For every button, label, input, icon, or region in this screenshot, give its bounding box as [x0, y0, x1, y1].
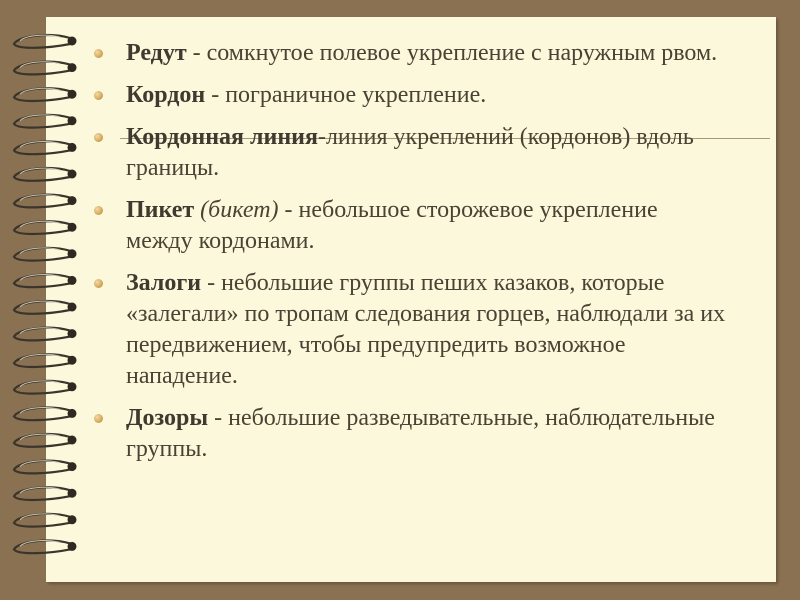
- spiral-binding-icon: [0, 0, 90, 600]
- binding-hole: [68, 436, 77, 445]
- binding-hole: [68, 116, 77, 125]
- binding-hole: [68, 329, 77, 338]
- list-item: [90, 268, 730, 392]
- spiral-ring: [14, 487, 70, 500]
- binding-hole: [68, 143, 77, 152]
- spiral-ring: [14, 434, 70, 447]
- binding-hole: [68, 37, 77, 46]
- spiral-ring: [14, 461, 70, 474]
- list-item: [90, 403, 730, 465]
- definition: -линия укреплений (кордонов) вдоль границы.: [126, 124, 694, 181]
- binding-hole: [68, 515, 77, 524]
- term: Редут: [126, 40, 187, 66]
- list-item: [90, 38, 730, 69]
- definition: - небольшие разведывательные, наблюдательные группы.: [126, 405, 715, 462]
- list-item: [90, 195, 730, 257]
- spiral-ring: [14, 328, 70, 341]
- binding-hole: [68, 63, 77, 72]
- spiral-ring: [14, 248, 70, 261]
- definition: - пограничное укрепление.: [205, 82, 487, 108]
- bullet-dot-icon: [94, 279, 103, 288]
- binding-hole: [68, 303, 77, 312]
- spiral-ring: [14, 115, 70, 128]
- definition: - небольшие группы пеших казаков, которые «залегали» по тропам следования горцев, наблюдали за их передвижением, чтобы предупредить возможное нападение.: [126, 270, 726, 389]
- spiral-ring: [14, 35, 70, 48]
- term: Кордонная линия: [126, 124, 318, 150]
- term-alias: (бикет): [194, 197, 279, 223]
- definition: - сомкнутое полевое укрепление с наружным рвом.: [186, 40, 718, 66]
- binding-hole: [68, 223, 77, 232]
- spiral-ring: [14, 514, 70, 527]
- spiral-ring: [14, 301, 70, 314]
- bullet-dot-icon: [94, 91, 103, 100]
- binding-hole: [68, 170, 77, 179]
- bullet-dot-icon: [94, 414, 103, 423]
- spiral-ring: [14, 354, 70, 367]
- spiral-ring: [14, 142, 70, 155]
- binding-hole: [68, 409, 77, 418]
- bullet-dot-icon: [94, 133, 103, 142]
- bullet-dot-icon: [94, 49, 103, 58]
- spiral-ring: [14, 221, 70, 234]
- definition: - небольшое сторожевое укрепление между кордонами.: [126, 197, 658, 254]
- spiral-ring: [14, 275, 70, 288]
- term: Пикет: [126, 197, 195, 223]
- bullet-dot-icon: [94, 206, 103, 215]
- list-item: [90, 122, 730, 184]
- binding-hole: [68, 276, 77, 285]
- spiral-ring: [14, 408, 70, 421]
- binding-hole: [68, 489, 77, 498]
- definition-list: [90, 38, 730, 476]
- binding-hole: [68, 462, 77, 471]
- spiral-ring: [14, 168, 70, 181]
- binding-hole: [68, 90, 77, 99]
- spiral-ring: [14, 62, 70, 75]
- term: Дозоры: [126, 405, 209, 431]
- binding-hole: [68, 356, 77, 365]
- binding-hole: [68, 542, 77, 551]
- binding-hole: [68, 249, 77, 258]
- spiral-ring: [14, 381, 70, 394]
- list-item: [90, 80, 730, 111]
- binding-hole: [68, 196, 77, 205]
- term: Кордон: [126, 82, 206, 108]
- term: Залоги: [126, 270, 202, 296]
- spiral-ring: [14, 541, 70, 554]
- spiral-ring: [14, 195, 70, 208]
- binding-hole: [68, 382, 77, 391]
- spiral-ring: [14, 88, 70, 101]
